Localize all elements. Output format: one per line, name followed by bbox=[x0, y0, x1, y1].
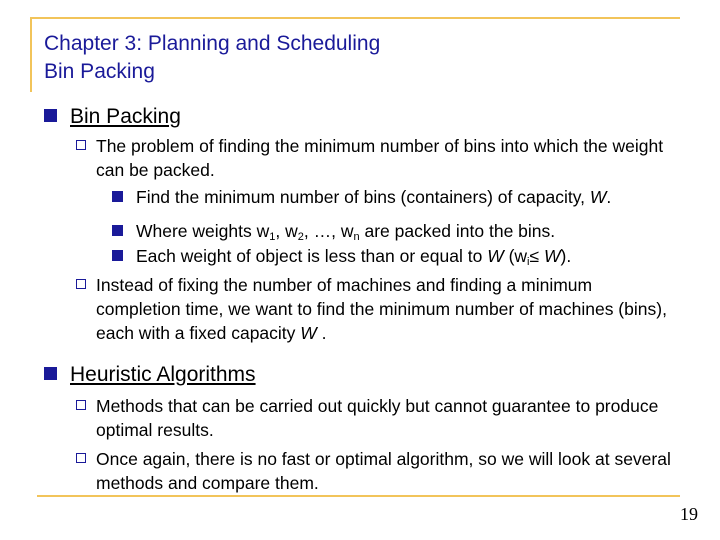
title-line-1: Chapter 3: Planning and Scheduling bbox=[44, 32, 381, 55]
square-bullet-icon bbox=[112, 250, 123, 261]
section-heading-heuristic-algorithms: Heuristic Algorithms bbox=[44, 362, 256, 387]
sub-list-item: Where weights $w_1$, $w_2$, …, $w_n$ are packed into the bins. bbox=[112, 219, 555, 249]
sub-list-item: Each weight of object is less than or equal to W $(w_i\le W)$. bbox=[112, 244, 571, 274]
title-line-2: Bin Packing bbox=[44, 60, 155, 83]
hollow-square-bullet-icon bbox=[76, 279, 86, 289]
page-number: 19 bbox=[680, 504, 698, 524]
hollow-square-bullet-icon bbox=[76, 400, 86, 410]
variable-w: W bbox=[300, 323, 317, 343]
variable-w: W bbox=[589, 187, 607, 207]
footer-rule bbox=[37, 495, 680, 497]
square-bullet-icon bbox=[44, 367, 57, 380]
hollow-square-bullet-icon bbox=[76, 140, 86, 150]
variable-w: W bbox=[543, 246, 561, 266]
sub-list-item: Find the minimum number of bins (containers) of capacity, W. bbox=[112, 185, 611, 209]
title-rule-left bbox=[30, 17, 32, 92]
list-item: Once again, there is no fast or optimal algorithm, so we will look at several methods and compare them. bbox=[76, 447, 676, 495]
section-heading-bin-packing: Bin Packing bbox=[44, 104, 181, 129]
square-bullet-icon bbox=[44, 109, 57, 122]
list-item: The problem of finding the minimum number of bins into which the weight can be packed. bbox=[76, 134, 676, 182]
square-bullet-icon bbox=[112, 225, 123, 236]
slide-title bbox=[44, 30, 380, 86]
hollow-square-bullet-icon bbox=[76, 453, 86, 463]
list-item: Methods that can be carried out quickly but cannot guarantee to produce optimal results. bbox=[76, 394, 676, 442]
square-bullet-icon bbox=[112, 191, 123, 202]
title-rule-top bbox=[30, 17, 680, 19]
list-item: Instead of fixing the number of machines and finding a minimum completion time, we want to find the minimum number of machines (bins), each with a fixed capacity W . bbox=[76, 273, 676, 345]
variable-w: W bbox=[487, 246, 504, 266]
